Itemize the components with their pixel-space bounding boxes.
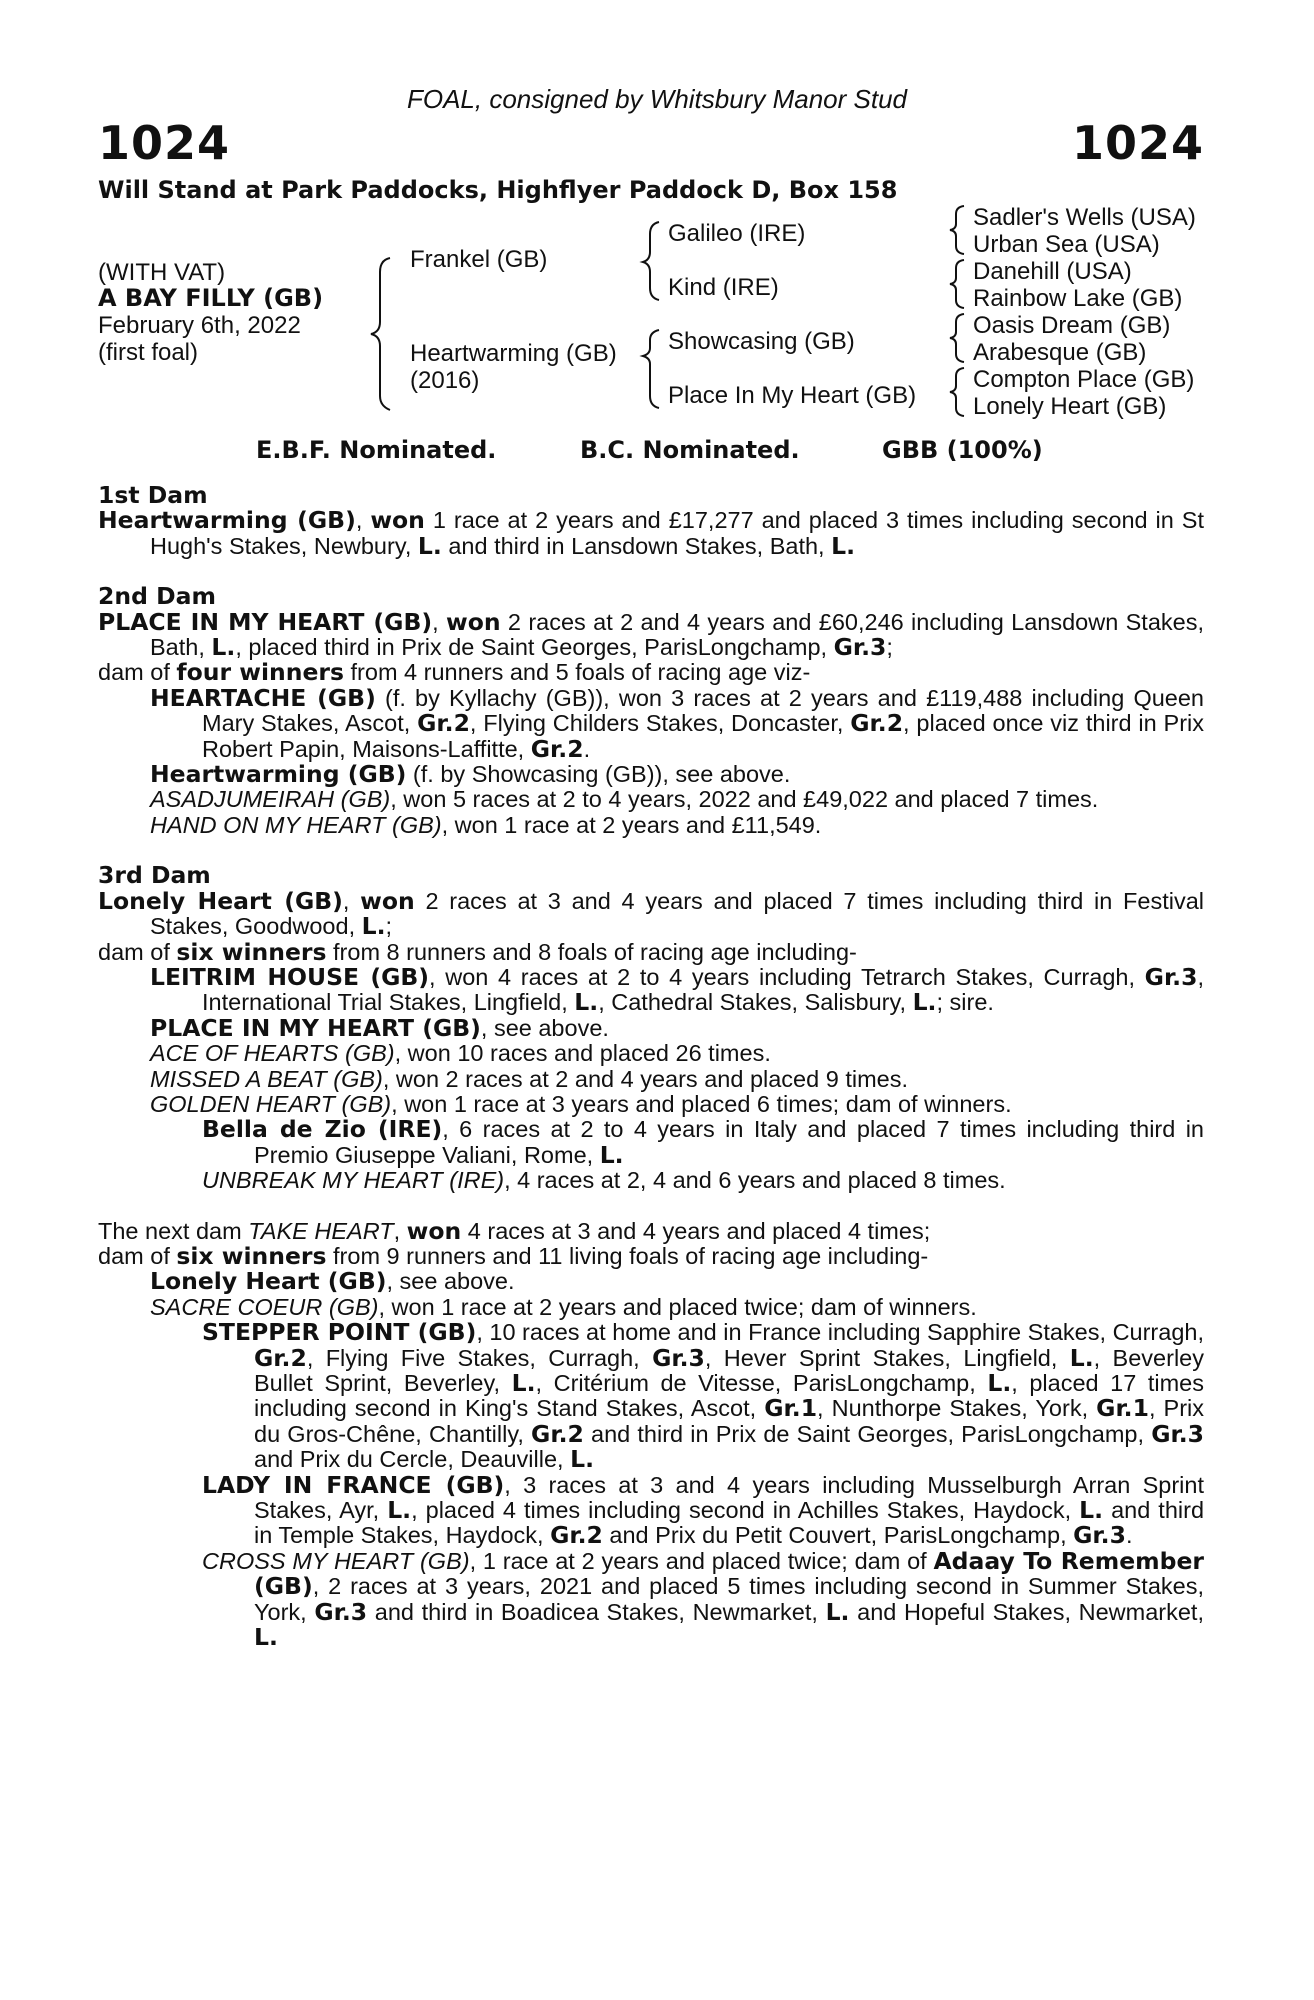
second-dam-heading: 2nd Dam [98,582,216,611]
pedigree-dam: Heartwarming (GB) [410,340,617,367]
produce-entry: UNBREAK MY HEART (IRE), 4 races at 2, 4 and 6 years and placed 8 times. [202,1167,1006,1194]
lot-number-left: 1024 [98,116,231,170]
produce-entry: LEITRIM HOUSE (GB), won 4 races at 2 to 4 years including Tetrarch Stakes, Curragh, Gr.3, International Trial Stakes, Lingfield, L., Cathedral Stakes, Salisbury, L.; sire. [150,962,1204,1017]
gbb-rating: GBB (100%) [882,436,1043,464]
produce-entry: HEARTACHE (GB) (f. by Kyllachy (GB)), won 3 races at 2 years and £119,488 including Queen Mary Stakes, Ascot, Gr.2, Flying Childers Stakes, Doncaster, Gr.2, placed once viz third in Prix Robert Papin, Maisons-Laffitte, Gr.2. [150,683,1205,763]
fourth-dam-summary: dam of six winners from 9 runners and 11 living foals of racing age including- [98,1241,929,1270]
produce-entry: GOLDEN HEART (GB), won 1 race at 3 years and placed 6 times; dam of winners. [150,1090,1012,1117]
horse-name: A BAY FILLY (GB) [98,284,324,312]
produce-entry: Heartwarming (GB) (f. by Showcasing (GB)), see above. [150,760,791,789]
foal-note: (first foal) [98,339,199,366]
produce-entry: PLACE IN MY HEART (GB), see above. [150,1013,609,1042]
produce-entry: Bella de Zio (IRE), 6 races at 2 to 4 years in Italy and placed 7 times including third in Premio Giuseppe Valiani, Rome, L. [202,1115,1204,1169]
third-dam-record: Lonely Heart (GB), won 2 races at 3 and 4 years and placed 7 times including third in Festival Stakes, Goodwood, L.; [98,886,1204,941]
pedigree-g3-2: Urban Sea (USA) [973,231,1160,258]
first-dam-record: Heartwarming (GB), won 1 race at 2 years and £17,277 and placed 3 times including second in St Hugh's Stakes, Newbury, L. and third in Lansdown Stakes, Bath, L. [98,506,1204,560]
produce-entry: LADY IN FRANCE (GB), 3 races at 3 and 4 years including Musselburgh Arran Sprint Stakes, Ayr, L., placed 4 times including second in Achilles Stakes, Haydock, L. and third in Temple Stakes, Haydock, Gr.2 and Prix du Petit Couvert, ParisLongchamp, Gr.3. [202,1470,1205,1550]
pedigree-g3-4: Rainbow Lake (GB) [973,285,1183,312]
second-dam-summary: dam of four winners from 4 runners and 5 foals of racing age viz- [98,658,811,687]
foaling-date: February 6th, 2022 [98,312,301,339]
produce-entry: CROSS MY HEART (GB), 1 race at 2 years and placed twice; dam of Adaay To Remember (GB), 2 races at 3 years, 2021 and placed 5 times including second in Summer Stakes, York, Gr.3 and third in Boadicea Stakes, Newmarket, L. and Hopeful Stakes, Newmarket, L. [202,1546,1205,1652]
pedigree-g3-1: Sadler's Wells (USA) [973,204,1196,231]
pedigree-sire: Frankel (GB) [410,246,548,273]
vat-note: (WITH VAT) [98,259,226,286]
pedigree-dam-dam: Place In My Heart (GB) [668,382,917,409]
produce-entry: ACE OF HEARTS (GB), won 10 races and placed 26 times. [150,1040,771,1067]
pedigree-dam-year: (2016) [410,367,480,394]
pedigree-g3-3: Danehill (USA) [973,258,1132,285]
pedigree-g3-6: Arabesque (GB) [973,339,1147,366]
produce-entry: SACRE COEUR (GB), won 1 race at 2 years and placed twice; dam of winners. [150,1293,977,1320]
consignment-line: FOAL, consigned by Whitsbury Manor Stud [406,84,907,114]
fourth-dam-record: The next dam TAKE HEART, won 4 races at 3 and 4 years and placed 4 times; [98,1216,931,1245]
pedigree-sire-sire: Galileo (IRE) [668,220,806,247]
pedigree-sire-dam: Kind (IRE) [668,274,779,301]
bc-nomination: B.C. Nominated. [580,436,800,464]
third-dam-summary: dam of six winners from 8 runners and 8 foals of racing age including- [98,937,857,966]
produce-entry: ASADJUMEIRAH (GB), won 5 races at 2 to 4 years, 2022 and £49,022 and placed 7 times. [150,786,1099,813]
pedigree-g3-8: Lonely Heart (GB) [973,393,1167,420]
pedigree-g3-7: Compton Place (GB) [973,366,1195,393]
produce-entry: MISSED A BEAT (GB), won 2 races at 2 and 4 years and placed 9 times. [150,1065,908,1092]
produce-entry: STEPPER POINT (GB), 10 races at home and in France including Sapphire Stakes, Curragh, Gr.2, Flying Five Stakes, Curragh, Gr.3, Hever Sprint Stakes, Lingfield, L., Beverley Bullet Sprint, Beverley, L., Critérium de Vitesse, ParisLongchamp, L., placed 17 times including second in King's Stand Stakes, Ascot, Gr.1, Nunthorpe Stakes, York, Gr.1, Prix du Gros-Chêne, Chantilly, Gr.2 and third in Prix de Saint Georges, ParisLongchamp, Gr.3 and Prix du Cercle, Deauville, L. [202,1318,1205,1474]
third-dam-heading: 3rd Dam [98,861,211,890]
produce-record [98,483,1204,1650]
stabling-location: Will Stand at Park Paddocks, Highflyer Paddock D, Box 158 [98,176,898,204]
ebf-nomination: E.B.F. Nominated. [256,436,497,464]
produce-entry: Lonely Heart (GB), see above. [150,1267,515,1296]
first-dam-heading: 1st Dam [98,481,208,509]
pedigree-g3-5: Oasis Dream (GB) [973,312,1171,339]
lot-number-right: 1024 [1071,116,1204,170]
pedigree-dam-sire: Showcasing (GB) [668,328,855,355]
second-dam-record: PLACE IN MY HEART (GB), won 2 races at 2 and 4 years and £60,246 including Lansdown Stakes, Bath, L., placed third in Prix de Saint Georges, ParisLongchamp, Gr.3; [98,607,1204,662]
produce-entry: HAND ON MY HEART (GB), won 1 race at 2 years and £11,549. [150,811,822,838]
